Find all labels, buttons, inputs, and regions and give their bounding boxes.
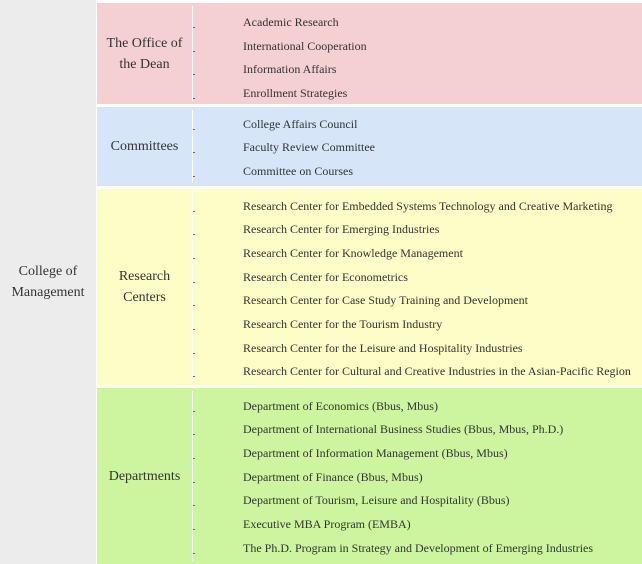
group-label: Committees bbox=[110, 139, 179, 154]
connector-tick bbox=[193, 376, 195, 377]
unit-item: Executive MBA Program (EMBA) bbox=[243, 517, 411, 531]
group-0 bbox=[97, 3, 642, 104]
unit-item: Department of Information Management (Bbus, Mbus) bbox=[243, 446, 508, 460]
unit-item: Research Center for Econometrics bbox=[243, 270, 408, 284]
group-1 bbox=[97, 107, 642, 186]
unit-item: The Ph.D. Program in Strategy and Development of Emerging Industries bbox=[243, 541, 594, 555]
connector-tick bbox=[193, 51, 195, 52]
unit-item: Research Center for Case Study Training and Development bbox=[243, 293, 528, 307]
connector-tick bbox=[193, 305, 195, 306]
group-3 bbox=[97, 388, 642, 564]
group-label: Departments bbox=[108, 468, 181, 484]
unit-item: Research Center for Knowledge Management bbox=[243, 246, 463, 260]
unit-item: Department of Finance (Bbus, Mbus) bbox=[243, 470, 423, 484]
unit-item: Research Center for the Leisure and Hospitality Industries bbox=[243, 341, 523, 355]
connector-tick bbox=[193, 282, 195, 283]
connector-tick bbox=[193, 553, 195, 554]
connector-tick bbox=[193, 27, 195, 28]
unit-item: Enrollment Strategies bbox=[243, 86, 348, 100]
unit-item: Department of Tourism, Leisure and Hospitality (Bbus) bbox=[243, 493, 510, 507]
college-cell bbox=[0, 0, 96, 564]
divider-line bbox=[192, 110, 193, 183]
group-label: The Office of the Dean bbox=[106, 35, 183, 72]
divider-line bbox=[192, 391, 193, 561]
connector-tick bbox=[193, 98, 195, 99]
connector-tick bbox=[193, 505, 195, 506]
group-2 bbox=[97, 189, 642, 385]
connector-tick bbox=[193, 329, 195, 330]
college-label: College of Management bbox=[11, 264, 85, 300]
unit-item: International Cooperation bbox=[243, 39, 367, 53]
connector-tick bbox=[193, 258, 195, 259]
unit-item: Department of Economics (Bbus, Mbus) bbox=[243, 399, 438, 413]
unit-item: Research Center for Emerging Industries bbox=[243, 222, 440, 236]
connector-tick bbox=[193, 482, 195, 483]
connector-tick bbox=[193, 411, 195, 412]
connector-tick bbox=[193, 211, 195, 212]
unit-item: Research Center for Embedded Systems Technology and Creative Marketing bbox=[243, 199, 613, 213]
unit-item: Faculty Review Committee bbox=[243, 140, 375, 154]
connector-tick bbox=[193, 458, 195, 459]
group-label: Research Centers bbox=[118, 269, 171, 305]
connector-tick bbox=[193, 234, 195, 235]
unit-item: Information Affairs bbox=[243, 62, 337, 76]
connector-tick bbox=[193, 353, 195, 354]
unit-item: Research Center for the Tourism Industry bbox=[243, 317, 443, 331]
unit-item: Research Center for Cultural and Creative Industries in the Asian-Pacific Region bbox=[243, 364, 631, 378]
connector-tick bbox=[193, 129, 195, 130]
unit-item: College Affairs Council bbox=[243, 117, 358, 131]
connector-tick bbox=[193, 74, 195, 75]
unit-item: Committee on Courses bbox=[243, 164, 353, 178]
unit-item: Academic Research bbox=[243, 15, 339, 29]
connector-tick bbox=[193, 434, 195, 435]
connector-tick bbox=[193, 176, 195, 177]
divider-line bbox=[192, 6, 193, 101]
connector-tick bbox=[193, 152, 195, 153]
connector-tick bbox=[193, 529, 195, 530]
unit-item: Department of International Business Studies (Bbus, Mbus, Ph.D.) bbox=[243, 422, 564, 436]
